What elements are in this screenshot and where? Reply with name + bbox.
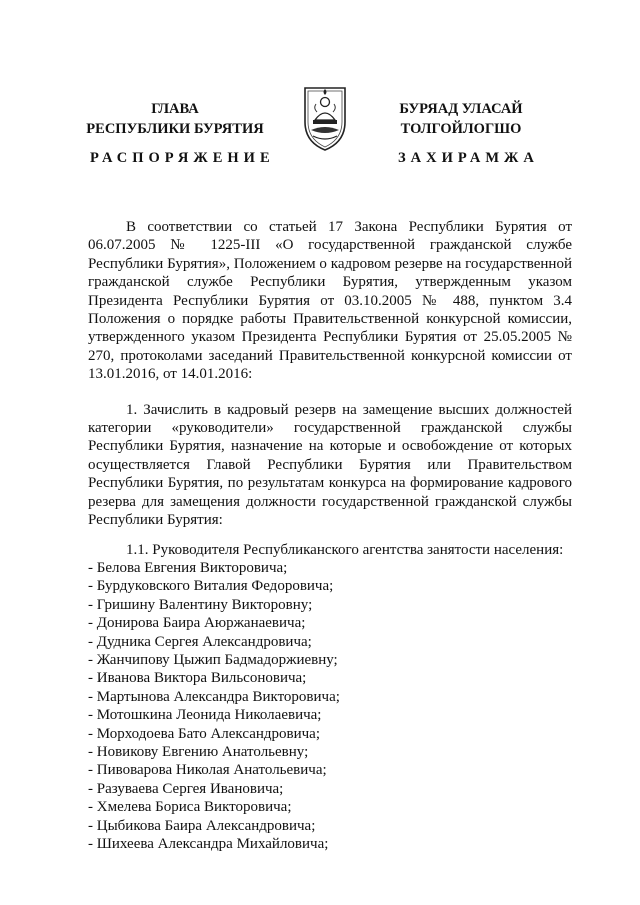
- header-left-subtitle: РЕСПУБЛИКИ БУРЯТИЯ: [86, 121, 264, 137]
- list-item: - Шихеева Александра Михайловича;: [88, 836, 329, 852]
- list-item: - Цыбикова Баира Александровича;: [88, 817, 316, 834]
- list-item: - Разуваева Сергея Ивановича;: [88, 780, 284, 797]
- header-right-subtitle: ТОЛГОЙЛОГШО: [400, 121, 522, 137]
- header-left: [75, 99, 275, 139]
- preamble-paragraph: В соответствии со статьей 17 Закона Республики Бурятия от 06.07.2005 № 1225-III «О государственной гражданской службе Республики Бурятия», Положением о кадровом резерве на государственной гражданской службе Республики Бурятия, утвержденным указом Президента Республики Бурятия от 03.10.2005 № 488, пунктом 3.4 Положения о порядке работы Правительственной конкурсной комиссии, утвержденного указом Президента Республики Бурятия от 25.05.2005 № 270, протоколами заседаний Правительственной конкурсной комиссии от 13.01.2016, от 14.01.2016:: [88, 219, 572, 383]
- list-item: - Жанчипову Цыжип Бадмадоржиевну;: [88, 651, 338, 668]
- reserve-list: [88, 541, 572, 854]
- header-right: [372, 99, 550, 139]
- header-left-title: ГЛАВА: [151, 101, 199, 117]
- list-item: - Хмелева Бориса Викторовича;: [88, 799, 292, 816]
- list-item: - Белова Евгения Викторовича;: [88, 559, 288, 576]
- list-item: - Мартынова Александра Викторовича;: [88, 688, 340, 705]
- decree-title-bua: ЗАХИРАМЖА: [398, 150, 539, 166]
- decree-title-ru: РАСПОРЯЖЕНИЕ: [90, 150, 275, 166]
- list-item: - Гришину Валентину Викторовну;: [88, 596, 313, 613]
- list-item: - Донирова Баира Аюржанаевича;: [88, 615, 306, 632]
- point-1-paragraph: 1. Зачислить в кадровый резерв на замещение высших должностей категории «руководители» государственной гражданской службы Республики Бурятия, назначение на которые и освобождение от которых осуществляется Главой Республики Бурятия или Правительством Республики Бурятия, по результатам конкурса на формирование кадрового резерва для замещения должности государственной гражданской службы Республики Бурятия:: [88, 401, 572, 529]
- document-body: [88, 218, 572, 853]
- list-heading: 1.1. Руководителя Республиканского агентства занятости населения:: [126, 541, 564, 558]
- list-item: - Иванова Виктора Вильсоновича;: [88, 670, 307, 687]
- list-item: - Пивоварова Николая Анатольевича;: [88, 762, 327, 779]
- names-list: [88, 559, 572, 854]
- list-item: - Дудника Сергея Александровича;: [88, 633, 312, 650]
- list-item: - Новикову Евгению Анатольевну;: [88, 743, 309, 760]
- header-right-title: БУРЯАД УЛАСАЙ: [399, 101, 523, 117]
- coat-of-arms-icon: [297, 82, 353, 154]
- list-item: - Морходоева Бато Александровича;: [88, 725, 320, 742]
- list-item: - Бурдуковского Виталия Федоровича;: [88, 578, 334, 595]
- list-item: - Мотошкина Леонида Николаевича;: [88, 707, 322, 724]
